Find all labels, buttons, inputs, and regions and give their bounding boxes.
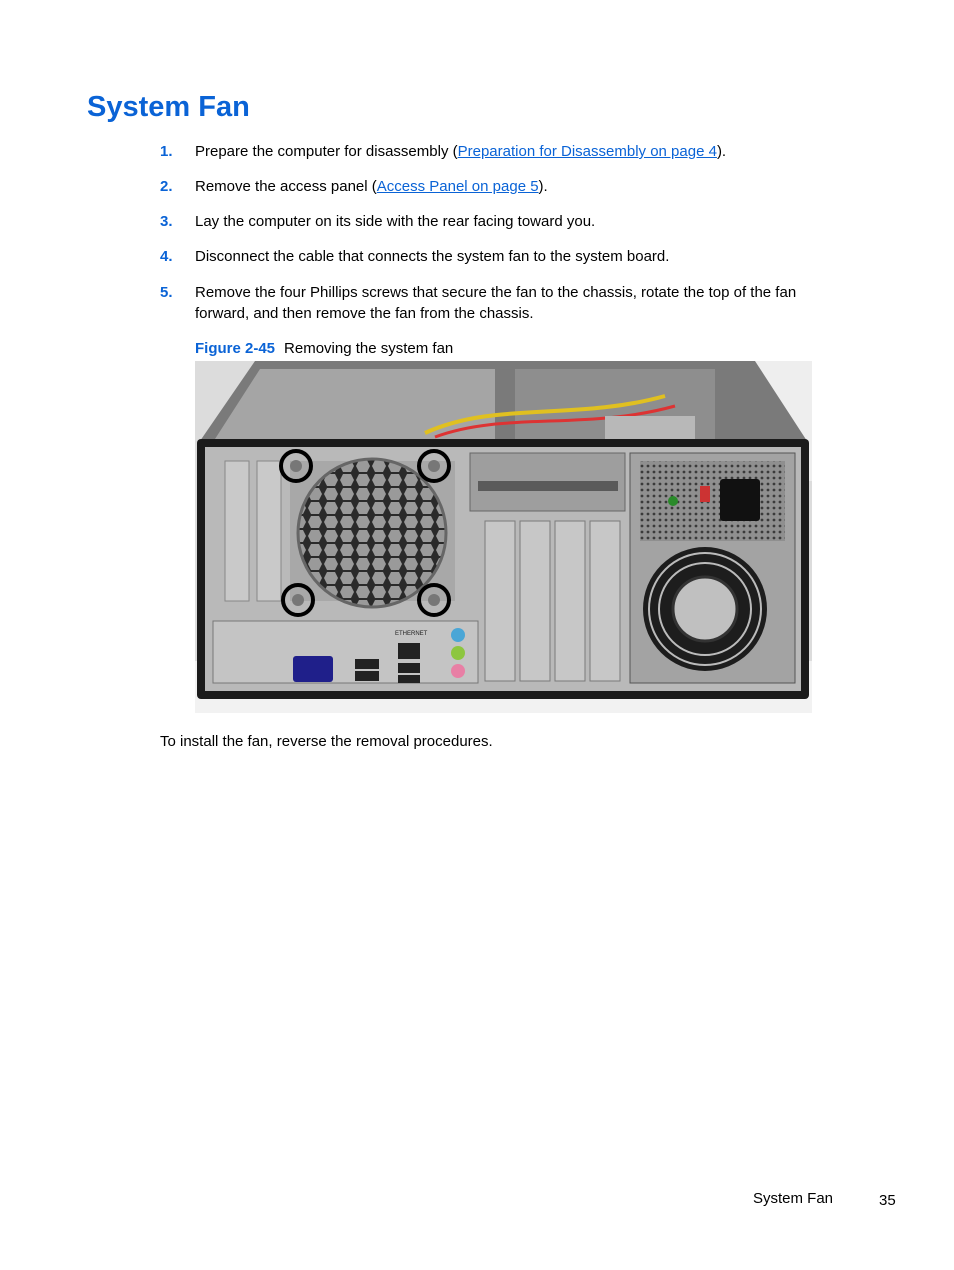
step-text: Remove the access panel (Access Panel on page 5). (195, 178, 548, 195)
step-number: 4. (160, 248, 173, 265)
link-access-panel[interactable]: Access Panel on page 5 (376, 178, 539, 195)
figure-caption-text: Removing the system fan (284, 340, 454, 357)
footer-page-number: 35 (879, 1192, 896, 1209)
step-text: Lay the computer on its side with the rear facing toward you. (195, 213, 596, 230)
link-preparation-for-disassembly[interactable]: Preparation for Disassembly on page 4 (457, 143, 717, 160)
step-number: 3. (160, 213, 173, 230)
figure-image-system-fan (195, 361, 812, 713)
ethernet-label: ETHERNET (395, 631, 428, 637)
footer-section-title: System Fan (753, 1190, 834, 1207)
closing-instruction: To install the fan, reverse the removal procedures. (160, 733, 493, 750)
page-title: System Fan (87, 91, 250, 123)
computer-rear-photo (195, 361, 812, 713)
step-text: Remove the four Phillips screws that secure the fan to the chassis, rotate the top of the fan forward, and then remove the fan from the chassis. (195, 284, 797, 322)
figure-label: Figure 2-45 (195, 340, 276, 357)
step-number: 1. (160, 143, 173, 160)
figure-caption (195, 338, 453, 359)
step-number: 2. (160, 178, 173, 195)
step-number: 5. (160, 284, 173, 301)
step-text: Disconnect the cable that connects the system fan to the system board. (195, 248, 670, 265)
step-text: Prepare the computer for disassembly (Preparation for Disassembly on page 4). (195, 143, 727, 160)
